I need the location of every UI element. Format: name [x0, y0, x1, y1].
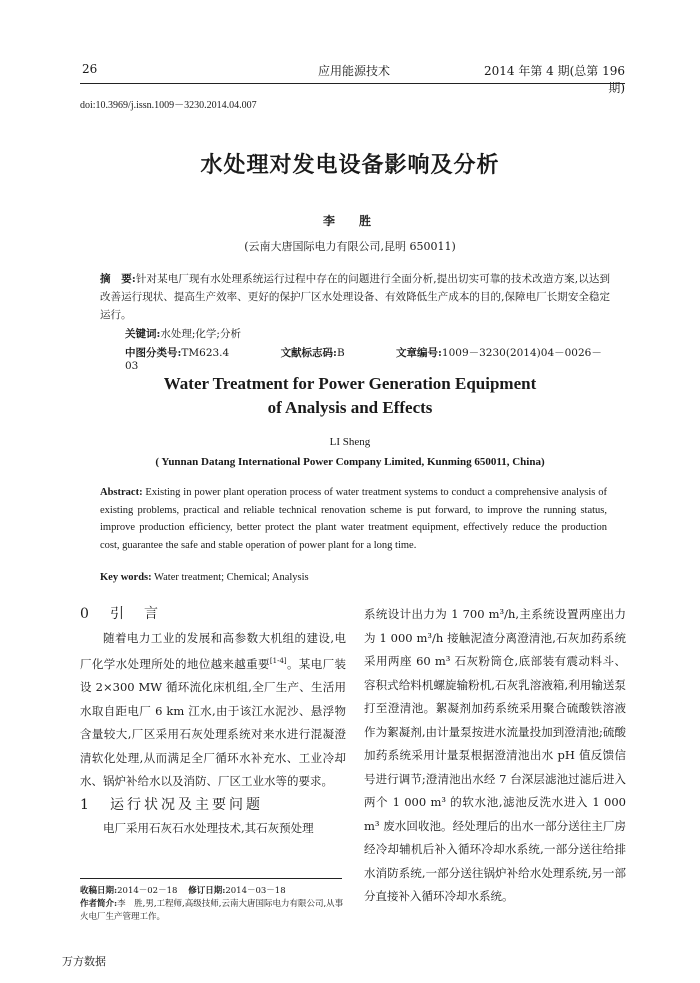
cn-classification	[125, 345, 605, 372]
journal-name: 应用能源技术	[318, 64, 391, 78]
intro-paragraph	[80, 627, 346, 794]
header-rule	[80, 83, 625, 84]
section-0-heading	[80, 603, 346, 627]
bio-text: 李 胜,男,工程师,高级技师,云南大唐国际电力有限公司,从事火电厂生产管理工作。	[80, 899, 344, 922]
cn-abstract	[100, 270, 610, 324]
doc-code-label: 文献标志码:	[280, 347, 337, 359]
en-title-line2: of Analysis and Effects	[267, 398, 433, 417]
cn-title: 水处理对发电设备影响及分析	[200, 152, 500, 178]
cn-keywords-text: 水处理;化学;分析	[160, 328, 241, 340]
cn-affiliation: (云南大唐国际电力有限公司,昆明 650011)	[244, 240, 456, 253]
doc-code-value: B	[336, 347, 345, 359]
right-column-paragraph: 系统设计出力为 1 700 m³/h,主系统设置两座出力为 1 000 m³/h 接触泥渣分离澄清池,石灰加药系统采用两座 60 m³ 石灰粉筒仓,底部装有震动料斗、容积式给料机螺旋输粉机,石灰乳溶液箱,利用输送泵打至澄清池。絮凝剂加药系统采用聚合硫酸铁溶液作为絮凝剂,由计量泵按进水流量投加到澄清池;硫酸加药系统采用计量泵根据澄清池出水 pH 值反馈信号进行调节;澄清池出水经 7 台深层滤池过滤后进入两个 1 000 m³ 的软水池,滤池反洗水进入 1 000 m³ 废水回收池。经处理后的出水一部分送往主厂房经冷却辅机后补入循环冷却水系统,一部分送往给排水消防系统,一部分送往锅炉补给水处理系统,另一部分直接补入循环冷却水系统。	[364, 607, 626, 903]
revised-date: 2014－03－18	[225, 886, 286, 896]
cn-keywords	[125, 326, 605, 341]
section-1-title: 运行状况及主要问题	[110, 796, 263, 813]
intro-reference: [1-4]	[269, 657, 287, 665]
cn-keywords-label: 关键词:	[125, 328, 161, 340]
cn-author: 李 胜	[322, 214, 377, 228]
section-1-heading	[80, 794, 346, 818]
clc-value: TM623.4	[181, 347, 230, 359]
cn-abstract-text: 针对某电厂现有水处理系统运行过程中存在的问题进行全面分析,提出切实可靠的技术改造方案,以达到改善运行现状、提高生产效率、更好的保护厂区水处理设备、有效降低生产成本的目的,保障电厂长期安全稳定运行。	[100, 273, 610, 321]
footnote	[80, 885, 350, 924]
footnote-bio	[80, 898, 350, 924]
received-date: 2014－02－18	[117, 886, 178, 896]
footnote-rule	[80, 878, 342, 879]
en-title-line1: Water Treatment for Power Generation Equipment	[163, 374, 537, 393]
en-keywords-text: Water treatment; Chemical; Analysis	[151, 572, 309, 583]
bio-label: 作者简介:	[80, 899, 118, 909]
right-column	[364, 603, 626, 909]
section-1-number: 1	[80, 796, 92, 813]
watermark: 万方数据	[62, 955, 106, 968]
section-0-number: 0	[80, 606, 92, 622]
doi: doi:10.3969/j.issn.1009－3230.2014.04.007	[80, 100, 257, 111]
page-number: 26	[82, 62, 98, 76]
article-no-label: 文章编号:	[396, 347, 442, 359]
revised-label: 修订日期:	[188, 886, 226, 896]
issue-info: 2014 年第 4 期(总第 196 期)	[483, 64, 625, 95]
section-0-title: 引 言	[110, 606, 161, 622]
intro-text-b: 。某电厂装设 2×300 MW 循环流化床机组,全厂生产、生活用水取自距电厂 6 km 江水,由于该江水泥沙、悬浮物含量较大,厂区采用石灰处理系统对来水进行混凝澄清软化处理,从而满足全厂循环水补充水、工业冷却水、锅炉补给水以及消防、厂区工业水等的要求。	[80, 656, 347, 789]
en-keywords-label: Key words:	[100, 572, 152, 583]
en-keywords	[100, 572, 607, 583]
en-author: LI Sheng	[329, 436, 371, 448]
en-title	[0, 372, 700, 420]
article-no-value: 1009－3230(2014)04－0026－03	[125, 347, 602, 372]
footnote-dates	[80, 885, 350, 898]
intro-text-a: 随着电力工业的发展和高参数大机组的建设,电厂化学水处理所处的地位越来越重要	[80, 630, 346, 671]
cn-abstract-label: 摘 要:	[100, 273, 136, 285]
section-1-paragraph: 电厂采用石灰石水处理技术,其石灰预处理	[103, 821, 314, 836]
en-abstract-label: Abstract:	[100, 487, 143, 498]
received-label: 收稿日期:	[80, 886, 118, 896]
en-affiliation: ( Yunnan Datang International Power Company Limited, Kunming 650011, China)	[155, 456, 545, 468]
en-abstract	[100, 484, 607, 554]
en-abstract-text: Existing in power plant operation process of water treatment systems to conduct a comprehensive analysis of existing problems, practical and reliable technical renovation scheme is put forward, to improve the running status, improve production efficiency, better protect the plant water treatment equipment, effectively reduce the production cost, guarantee the safe and stable operation of power plant for a long time.	[100, 487, 607, 551]
clc-label: 中图分类号:	[125, 347, 182, 359]
left-column	[80, 603, 346, 841]
